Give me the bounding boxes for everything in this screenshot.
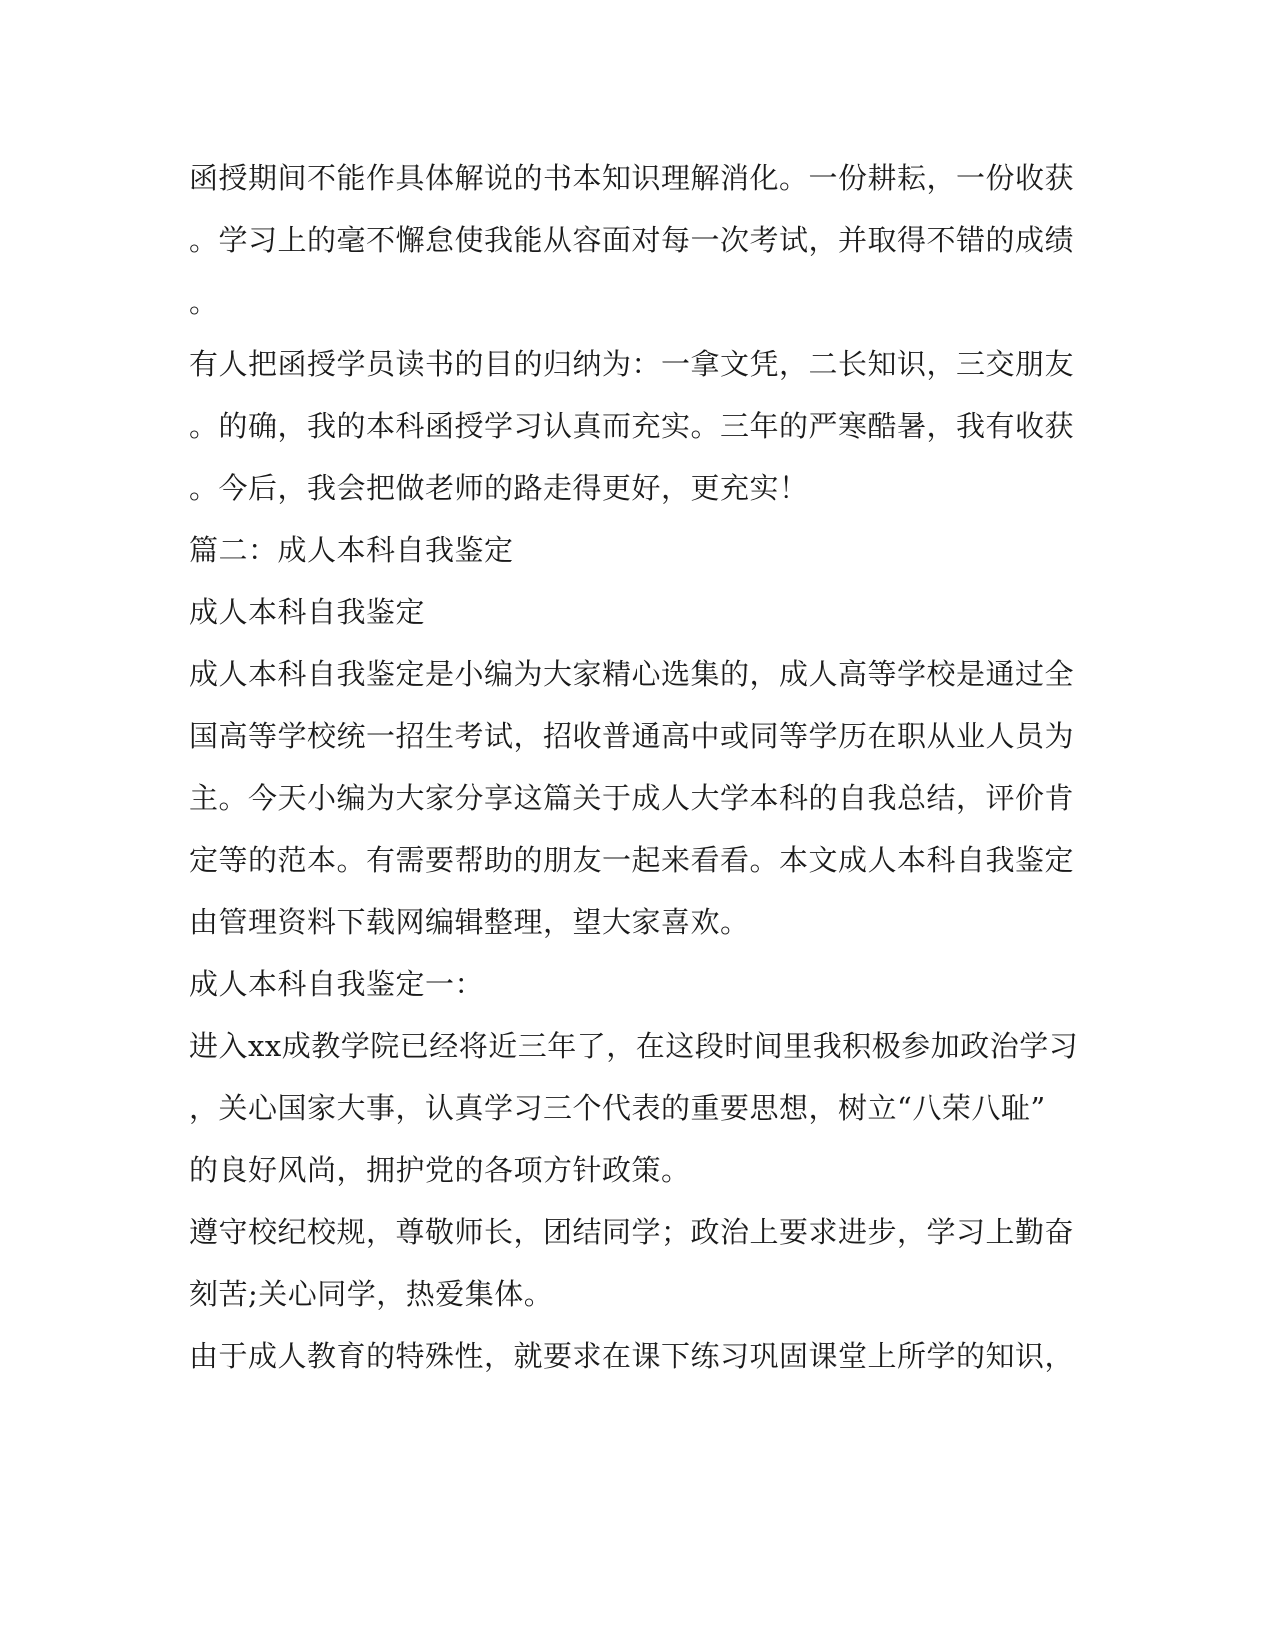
text-line: 进入xx成教学院已经将近三年了，在这段时间里我积极参加政治学习 xyxy=(189,1029,1079,1063)
text-line: 刻苦;关心同学，热爱集体。 xyxy=(189,1277,554,1311)
document-title: 成人本科自我鉴定 xyxy=(189,595,426,629)
text-line: 定等的范本。有需要帮助的朋友一起来看看。本文成人本科自我鉴定 xyxy=(189,843,1075,877)
text-line: 。 xyxy=(189,285,219,319)
text-line: 由于成人教育的特殊性，就要求在课下练习巩固课堂上所学的知识， xyxy=(189,1339,1075,1373)
text-line: 函授期间不能作具体解说的书本知识理解消化。一份耕耘，一份收获 xyxy=(189,161,1075,195)
text-line: 有人把函授学员读书的目的归纳为：一拿文凭，二长知识，三交朋友 xyxy=(189,347,1075,381)
text-line: 。的确，我的本科函授学习认真而充实。三年的严寒酷暑，我有收获 xyxy=(189,409,1075,443)
text-line: 主。今天小编为大家分享这篇关于成人大学本科的自我总结，评价肯 xyxy=(189,781,1075,815)
text-line: 国高等学校统一招生考试，招收普通高中或同等学历在职从业人员为 xyxy=(189,719,1075,753)
text-line: 的良好风尚，拥护党的各项方针政策。 xyxy=(189,1153,691,1187)
text-line: 遵守校纪校规，尊敬师长，团结同学；政治上要求进步，学习上勤奋 xyxy=(189,1215,1075,1249)
section-heading: 篇二：成人本科自我鉴定 xyxy=(189,533,514,567)
subsection-heading: 成人本科自我鉴定一： xyxy=(189,967,485,1001)
text-line: ，关心国家大事，认真学习三个代表的重要思想，树立“八荣八耻” xyxy=(189,1091,1046,1125)
text-line: 。今后，我会把做老师的路走得更好，更充实！ xyxy=(189,471,809,505)
text-line: 。学习上的毫不懈怠使我能从容面对每一次考试，并取得不错的成绩 xyxy=(189,223,1075,257)
text-line: 成人本科自我鉴定是小编为大家精心选集的，成人高等学校是通过全 xyxy=(189,657,1075,691)
text-line: 由管理资料下载网编辑整理，望大家喜欢。 xyxy=(189,905,750,939)
